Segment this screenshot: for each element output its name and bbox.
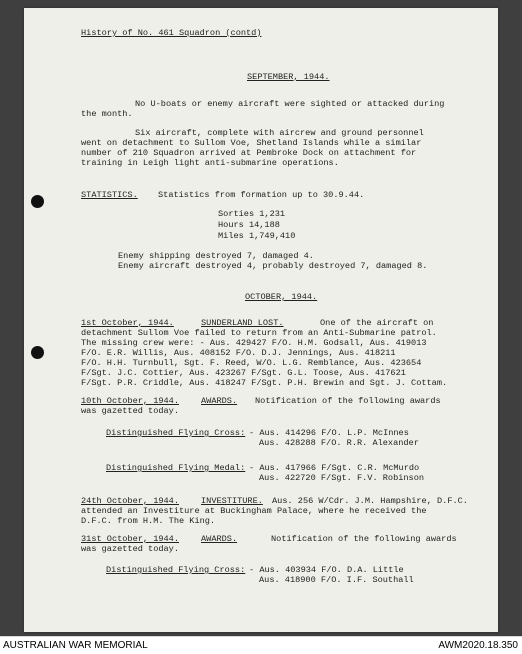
entry-text: D.F.C. from H.M. The King. xyxy=(81,516,216,526)
entry-text: Notification of the following awards xyxy=(255,396,441,406)
caption-bar xyxy=(0,636,522,654)
punch-hole xyxy=(31,346,44,359)
entry-text: One of the aircraft on xyxy=(320,318,434,328)
entry-label: AWARDS. xyxy=(201,534,238,544)
statistics-intro: Statistics from formation up to 30.9.44. xyxy=(158,190,365,200)
page-header: History of No. 461 Squadron (contd) xyxy=(81,28,262,38)
entry-date: 1st October, 1944. xyxy=(81,318,174,328)
stat-aircraft: Enemy aircraft destroyed 4, probably destroyed 7, damaged 8. xyxy=(118,261,428,271)
entry-date: 24th October, 1944. xyxy=(81,496,179,506)
entry-text: detachment Sullom Voe failed to return from an Anti-Submarine patrol. xyxy=(81,328,437,338)
paragraph-line: the month. xyxy=(81,109,133,119)
entry-text: The missing crew were: - Aus. 429427 F/O. H.M. Godsall, Aus. 419013 xyxy=(81,338,427,348)
accession-number: AWM2020.18.350 xyxy=(438,640,518,651)
stat-hours: Hours 14,188 xyxy=(218,220,280,230)
paragraph-line: Six aircraft, complete with aircrew and ground personnel xyxy=(135,128,424,138)
paragraph-line: No U-boats or enemy aircraft were sighted or attacked during xyxy=(135,99,445,109)
entry-text: F/O. H.H. Turnbull, Sgt. F. Reed, W/O. L.G. Remblance, Aus. 423654 xyxy=(81,358,422,368)
entry-text: F/Sgt. J.C. Cottier, Aus. 423267 F/Sgt. G.L. Toose, Aus. 417621 xyxy=(81,368,406,378)
award-recipient: - Aus. 417966 F/Sgt. C.R. McMurdo xyxy=(249,463,420,473)
award-recipient: - Aus. 414296 F/O. L.P. McInnes xyxy=(249,428,409,438)
entry-text: was gazetted today. xyxy=(81,544,179,554)
award-label: Distinguished Flying Medal: xyxy=(106,463,246,473)
entry-label: AWARDS. xyxy=(201,396,238,406)
stat-miles: Miles 1,749,410 xyxy=(218,231,296,241)
entry-text: Notification of the following awards xyxy=(271,534,457,544)
institution-name: AUSTRALIAN WAR MEMORIAL xyxy=(3,640,148,651)
entry-text: attended an Investiture at Buckingham Palace, where he received the xyxy=(81,506,427,516)
award-recipient: Aus. 418900 F/O. I.F. Southall xyxy=(259,575,414,585)
entry-date: 31st October, 1944. xyxy=(81,534,179,544)
entry-text: F/O. E.R. Willis, Aus. 408152 F/O. D.J. Jennings, Aus. 418211 xyxy=(81,348,396,358)
stat-shipping: Enemy shipping destroyed 7, damaged 4. xyxy=(118,251,314,261)
paragraph-line: went on detachment to Sullom Voe, Shetland Islands while a similar xyxy=(81,138,422,148)
entry-text: was gazetted today. xyxy=(81,406,179,416)
entry-date: 10th October, 1944. xyxy=(81,396,179,406)
document-page xyxy=(24,8,498,632)
award-label: Distinguished Flying Cross: xyxy=(106,565,246,575)
paragraph-line: training in Leigh light anti-submarine operations. xyxy=(81,158,339,168)
paragraph-line: number of 210 Squadron arrived at Pembroke Dock on attachment for xyxy=(81,148,417,158)
entry-label: SUNDERLAND LOST. xyxy=(201,318,284,328)
award-recipient: Aus. 422720 F/Sgt. F.V. Robinson xyxy=(259,473,425,483)
stat-sorties: Sorties 1,231 xyxy=(218,209,286,219)
entry-text: F/Sgt. P.R. Criddle, Aus. 418247 F/Sgt. P.H. Brewin and Sgt. J. Cottam. xyxy=(81,378,448,388)
entry-text: Aus. 256 W/Cdr. J.M. Hampshire, D.F.C. xyxy=(272,496,468,506)
statistics-label: STATISTICS. xyxy=(81,190,138,200)
award-recipient: - Aus. 403934 F/O. D.A. Little xyxy=(249,565,404,575)
punch-hole xyxy=(31,195,44,208)
award-recipient: Aus. 428288 F/O. R.R. Alexander xyxy=(259,438,419,448)
section-heading-october: OCTOBER, 1944. xyxy=(245,292,318,302)
section-heading-september: SEPTEMBER, 1944. xyxy=(247,72,330,82)
entry-label: INVESTITURE. xyxy=(201,496,263,506)
award-label: Distinguished Flying Cross: xyxy=(106,428,246,438)
